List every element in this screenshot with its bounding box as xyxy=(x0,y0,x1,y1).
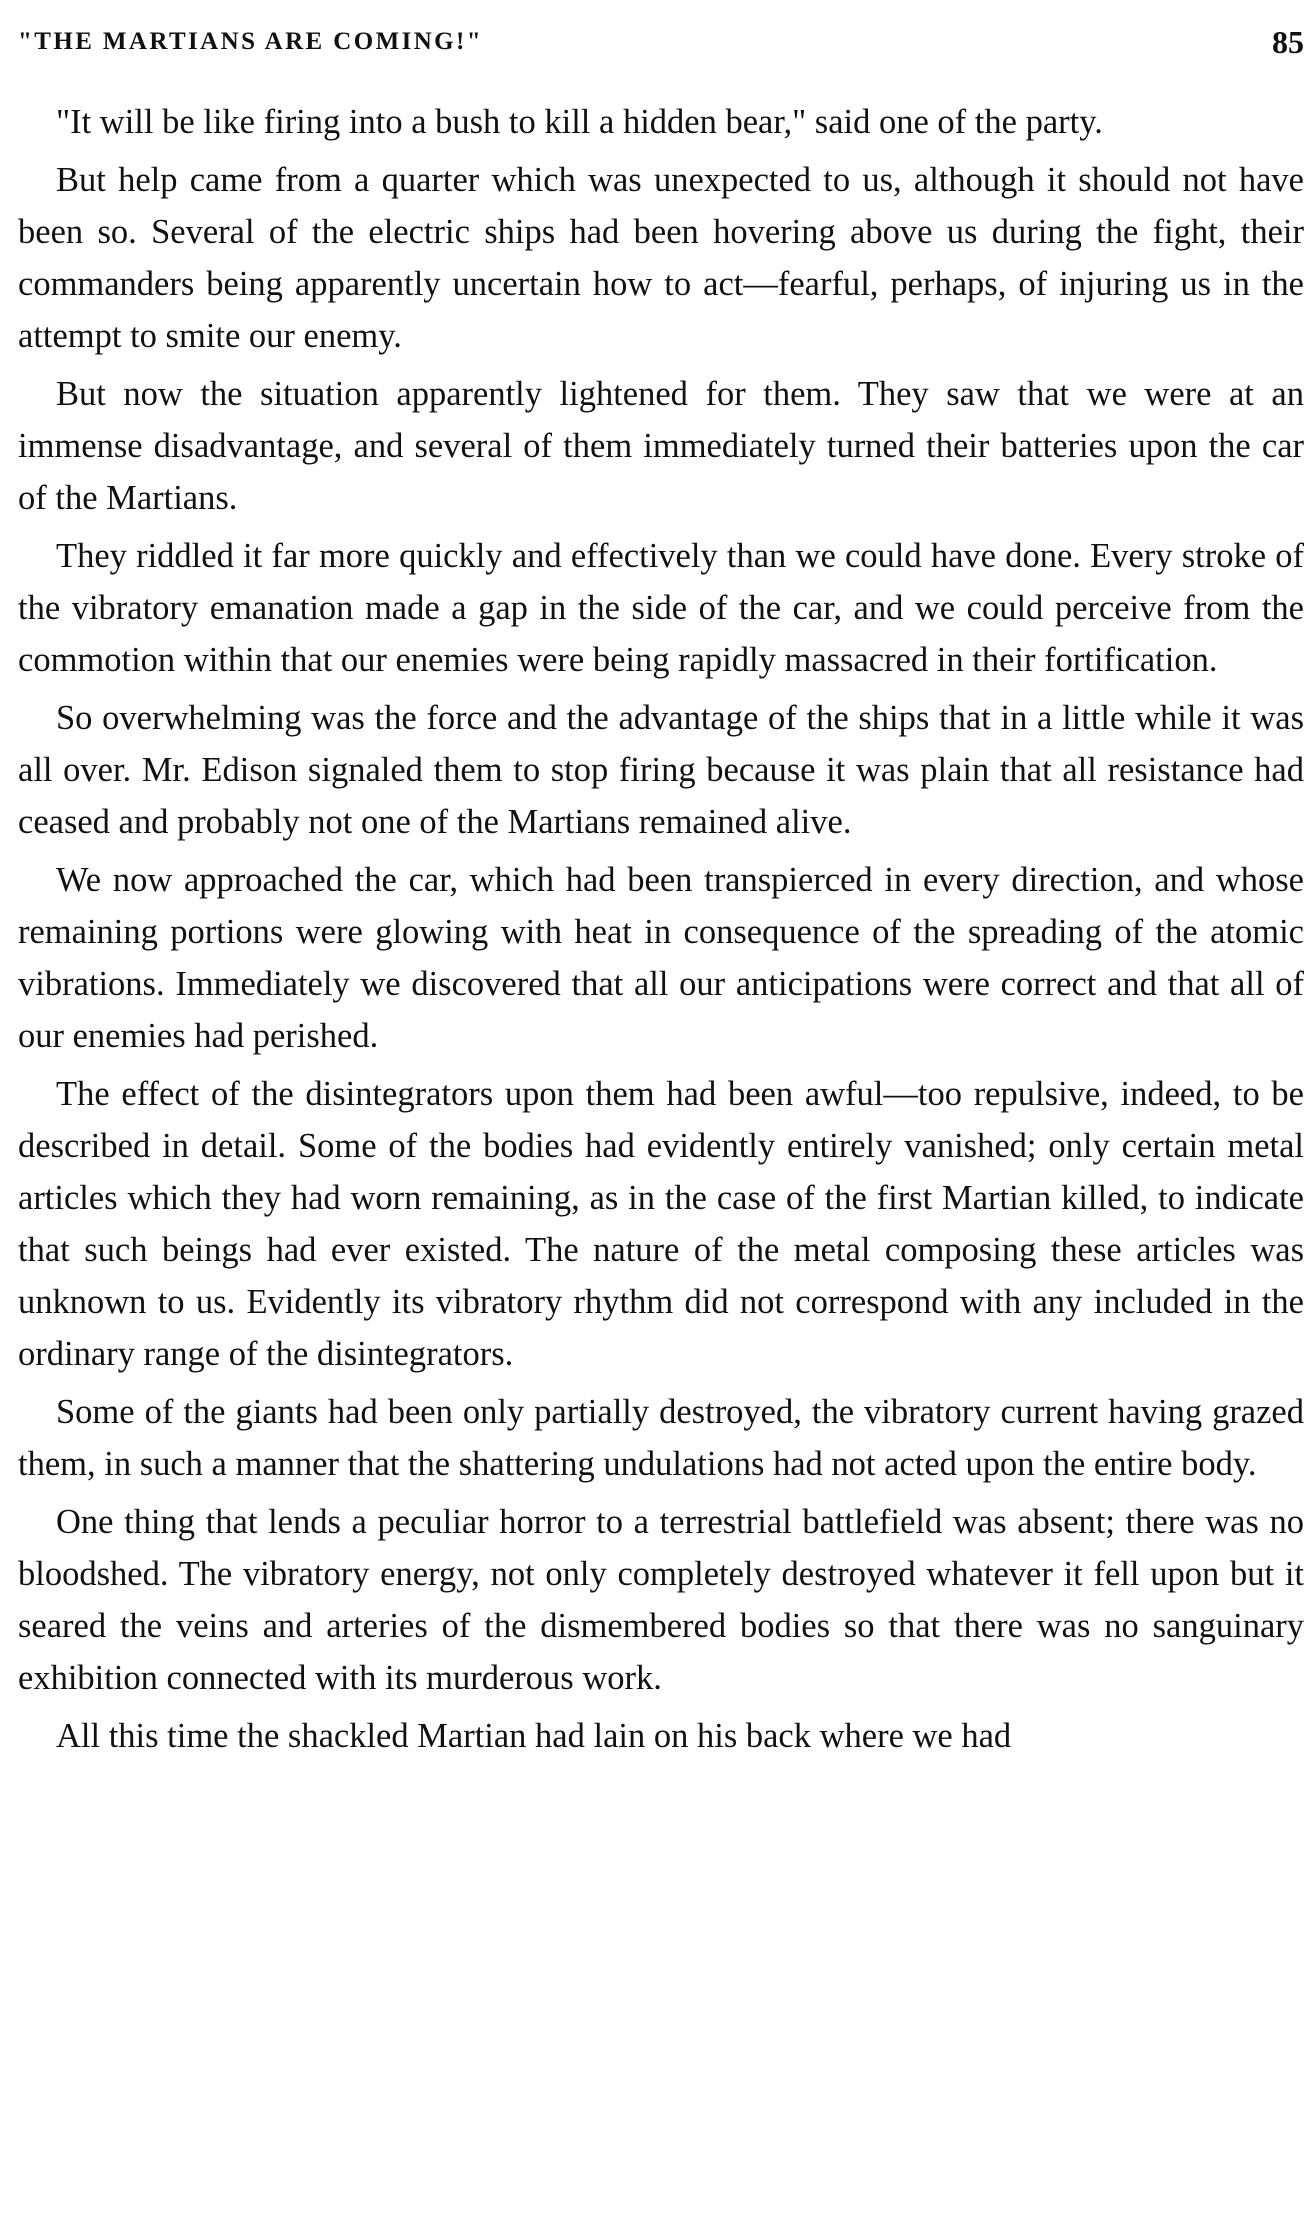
paragraph: So overwhelming was the force and the advantage of the ships that in a little while it was all over. Mr. Edison signaled them to stop firing because it was plain that all resistance had ceased and probably not one of the Martians remained alive. xyxy=(18,699,1304,841)
page-number: 85 xyxy=(1272,24,1304,60)
paragraph: They riddled it far more quickly and effectively than we could have done. Every stroke of the vibratory emanation made a gap in the side of the car, and we could perceive from the commotion within that our enemies were being rapidly massacred in their fortification. xyxy=(18,537,1304,679)
running-title: "THE MARTIANS ARE COMING!" xyxy=(18,28,483,55)
running-head xyxy=(18,18,1304,68)
paragraph: One thing that lends a peculiar horror to a terrestrial battlefield was absent; there was no bloodshed. The vibratory energy, not only completely destroyed whatever it fell upon but it seared the veins and arteries of the dismembered bodies so that there was no sanguinary exhibition connected with its murderous work. xyxy=(18,1503,1304,1697)
book-page xyxy=(18,0,1304,2219)
paragraph: The effect of the disintegrators upon them had been awful—too repulsive, indeed, to be described in detail. Some of the bodies had evidently entirely vanished; only certain metal articles which they had worn remaining, as in the case of the first Martian killed, to indicate that such beings had ever existed. The nature of the metal composing these articles was unknown to us. Evidently its vibratory rhythm did not correspond with any included in the ordinary range of the disintegrators. xyxy=(18,1075,1304,1373)
body-text xyxy=(18,96,1304,1768)
paragraph: Some of the giants had been only partially destroyed, the vibratory current having grazed them, in such a manner that the shattering undulations had not acted upon the entire body. xyxy=(18,1393,1304,1483)
paragraph: But now the situation apparently lightened for them. They saw that we were at an immense disadvantage, and several of them immediately turned their batteries upon the car of the Martians. xyxy=(18,375,1304,517)
paragraph: But help came from a quarter which was unexpected to us, although it should not have been so. Several of the electric ships had been hovering above us during the fight, their commanders being apparently uncertain how to act—fearful, perhaps, of injuring us in the attempt to smite our enemy. xyxy=(18,161,1304,355)
paragraph: We now approached the car, which had been transpierced in every direction, and whose remaining portions were glowing with heat in consequence of the spreading of the atomic vibrations. Immediately we discovered that all our anticipations were correct and that all of our enemies had perished. xyxy=(18,861,1304,1055)
paragraph: "It will be like firing into a bush to kill a hidden bear," said one of the party. xyxy=(56,103,1103,141)
paragraph: All this time the shackled Martian had lain on his back where we had xyxy=(56,1717,1012,1755)
